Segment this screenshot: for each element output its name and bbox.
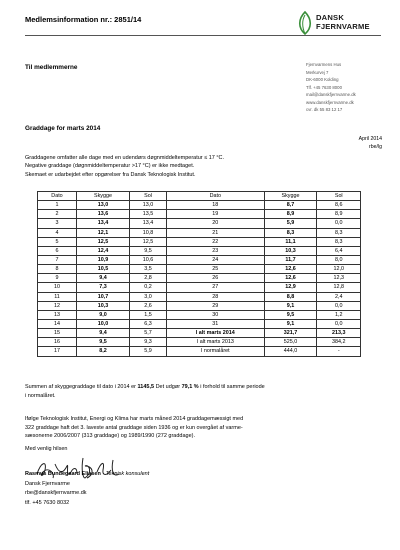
- sun-cell: 10,8: [129, 228, 166, 237]
- sun-cell: 9,5: [129, 246, 166, 255]
- date-cell: 13: [38, 310, 77, 319]
- shade-cell: 10,3: [76, 301, 129, 310]
- column-header: Dato: [167, 192, 264, 201]
- shade-cell: 9,1: [264, 301, 317, 310]
- sun-cell: 1,2: [317, 310, 361, 319]
- table-row: [38, 274, 361, 283]
- sender-role: · Teknisk konsulent: [100, 471, 150, 477]
- table-row: [38, 237, 361, 246]
- intro-line: Negative graddage (døgnmiddeltemperatur >17 °C) er ikke medtaget.: [25, 163, 195, 170]
- address-line: Tlf. +45 7630 8000: [306, 84, 342, 90]
- recipient: Til medlemmerne: [25, 64, 78, 71]
- address-line: Fjernvarmens Hus: [306, 62, 342, 67]
- date-cell: 19: [167, 210, 264, 219]
- table-row: [38, 210, 361, 219]
- date-cell: I normalåret: [167, 347, 264, 356]
- letter-date-block: [359, 135, 382, 151]
- column-header: Sol: [129, 192, 166, 201]
- table-row: [38, 310, 361, 319]
- intro-line: Graddagene omfatter alle dage med en udendørs døgnmiddeltemperatur ≤ 17 °C.: [25, 155, 225, 161]
- sun-cell: 9,3: [129, 338, 166, 347]
- shade-cell: 11,1: [264, 237, 317, 246]
- date-cell: 6: [38, 246, 77, 255]
- table-row: [38, 338, 361, 347]
- institute-line: 322 graddage haft det 3. laveste antal graddage siden 1936 og er kun overgået af varme-: [25, 424, 243, 431]
- table-row: [38, 292, 361, 301]
- sun-cell: 0,0: [317, 301, 361, 310]
- date-cell: 17: [38, 347, 77, 356]
- summary-highlight: 79,1 %: [181, 384, 199, 390]
- summary-line: i normalåret.: [25, 392, 56, 399]
- table-row: [38, 283, 361, 292]
- date-cell: 21: [167, 228, 264, 237]
- sun-cell: 0,2: [129, 283, 166, 292]
- logo-line-2: FJERNVARME: [316, 22, 370, 31]
- shade-cell: 8,2: [76, 347, 129, 356]
- sun-cell: 0,0: [317, 219, 361, 228]
- table-row: [38, 347, 361, 356]
- date-cell: 31: [167, 319, 264, 328]
- sun-cell: 8,6: [317, 201, 361, 210]
- dansk-fjernvarme-logo: [296, 10, 386, 38]
- sun-cell: 8,0: [317, 255, 361, 264]
- date-cell: 4: [38, 228, 77, 237]
- shade-cell: 9,1: [264, 319, 317, 328]
- sender-organisation: Dansk Fjernvarme: [25, 480, 70, 487]
- document-number: Medlemsinformation nr.: 2851/14: [25, 15, 142, 24]
- sender-email: rbe@danskfjernvarme.dk: [25, 490, 87, 496]
- shade-cell: 8,8: [264, 292, 317, 301]
- summary-paragraph: [25, 383, 375, 400]
- shade-cell: 12,6: [264, 274, 317, 283]
- column-header: Skygge: [264, 192, 317, 201]
- degree-days-table: [37, 191, 361, 357]
- shade-cell: 12,5: [76, 237, 129, 246]
- shade-cell: 11,7: [264, 255, 317, 264]
- intro-paragraph: [25, 154, 365, 179]
- shade-cell: 5,9: [264, 219, 317, 228]
- shade-cell: 321,7: [264, 329, 317, 338]
- sun-cell: 13,5: [129, 210, 166, 219]
- date-cell: 27: [167, 283, 264, 292]
- sun-cell: 0,0: [317, 319, 361, 328]
- date-cell: 1: [38, 201, 77, 210]
- date-cell: 11: [38, 292, 77, 301]
- shade-cell: 13,0: [76, 201, 129, 210]
- address-email: mail@danskfjernvarme.dk: [306, 92, 356, 97]
- letter-date: April 2014: [358, 136, 382, 142]
- column-header: Sol: [317, 192, 361, 201]
- letter-initials: rbe/lg: [369, 144, 382, 150]
- sun-cell: 3,5: [129, 265, 166, 274]
- shade-cell: 525,0: [264, 338, 317, 347]
- sun-cell: 2,6: [129, 301, 166, 310]
- shade-cell: 12,6: [264, 265, 317, 274]
- leaf-logo-icon: [296, 10, 314, 36]
- summary-line: Summen af skyggegraddage til dato i 2014 er 1145,5 Det udgør 79,1 % i forhold til samme periode: [25, 384, 265, 390]
- table-row: [38, 301, 361, 310]
- date-cell: 18: [167, 201, 264, 210]
- table-row: [38, 265, 361, 274]
- sun-cell: 6,3: [129, 319, 166, 328]
- sun-cell: 10,6: [129, 255, 166, 264]
- date-cell: 14: [38, 319, 77, 328]
- sun-cell: 2,8: [129, 274, 166, 283]
- date-cell: 8: [38, 265, 77, 274]
- date-cell: 12: [38, 301, 77, 310]
- shade-cell: 7,3: [76, 283, 129, 292]
- shade-cell: 13,6: [76, 210, 129, 219]
- table-row: [38, 219, 361, 228]
- column-header: Dato: [38, 192, 77, 201]
- date-cell: 15: [38, 329, 77, 338]
- date-cell: 5: [38, 237, 77, 246]
- sun-cell: 8,3: [317, 228, 361, 237]
- date-cell: 26: [167, 274, 264, 283]
- address-website: www.danskfjernvarme.dk: [306, 99, 354, 105]
- sun-cell: -: [317, 347, 361, 356]
- sun-cell: 12,8: [317, 283, 361, 292]
- shade-cell: 10,3: [264, 246, 317, 255]
- sender-block: [25, 470, 149, 508]
- address-line: DK-6000 Kolding: [306, 77, 339, 82]
- date-cell: 30: [167, 310, 264, 319]
- sun-cell: 384,2: [317, 338, 361, 347]
- shade-cell: 8,9: [264, 210, 317, 219]
- address-cvr: cvr. dk 55 83 12 17: [306, 107, 343, 112]
- sender-address: [306, 61, 356, 114]
- shade-cell: 8,7: [264, 201, 317, 210]
- table-row: [38, 201, 361, 210]
- shade-cell: 12,1: [76, 228, 129, 237]
- shade-cell: 444,0: [264, 347, 317, 356]
- date-cell: 23: [167, 246, 264, 255]
- table-row: [38, 329, 361, 338]
- sun-cell: 3,0: [129, 292, 166, 301]
- date-cell: I alt marts 2013: [167, 338, 264, 347]
- date-cell: 16: [38, 338, 77, 347]
- date-cell: 25: [167, 265, 264, 274]
- date-cell: 22: [167, 237, 264, 246]
- table-row: [38, 319, 361, 328]
- shade-cell: 10,7: [76, 292, 129, 301]
- date-cell: I alt marts 2014: [167, 329, 264, 338]
- date-cell: 29: [167, 301, 264, 310]
- date-cell: 7: [38, 255, 77, 264]
- sun-cell: 13,4: [129, 219, 166, 228]
- shade-cell: 13,4: [76, 219, 129, 228]
- letter-subject: Graddage for marts 2014: [25, 125, 101, 132]
- sun-cell: 12,3: [317, 274, 361, 283]
- date-cell: 20: [167, 219, 264, 228]
- date-cell: 10: [38, 283, 77, 292]
- sun-cell: 6,4: [317, 246, 361, 255]
- date-cell: 9: [38, 274, 77, 283]
- sender-phone: tlf. +45 7630 8032: [25, 499, 70, 506]
- intro-line: Skemaet er udarbejdet efter opgørelser fra Dansk Teknologisk Institut.: [25, 171, 196, 178]
- date-cell: 24: [167, 255, 264, 264]
- sun-cell: 5,9: [129, 347, 166, 356]
- table-row: [38, 228, 361, 237]
- column-header: Skygge: [76, 192, 129, 201]
- shade-cell: 12,9: [264, 283, 317, 292]
- sun-cell: 8,3: [317, 237, 361, 246]
- institute-line: Ifølge Teknologisk Institut, Energi og Klima har marts måned 2014 graddagemæssigt med: [25, 416, 244, 422]
- table-row: [38, 255, 361, 264]
- sender-name: Rasmus Bundegaard Eliasen: [25, 471, 101, 477]
- sun-cell: 1,5: [129, 310, 166, 319]
- sun-cell: 8,9: [317, 210, 361, 219]
- shade-cell: 9,4: [76, 274, 129, 283]
- date-cell: 28: [167, 292, 264, 301]
- shade-cell: 8,3: [264, 228, 317, 237]
- shade-cell: 9,0: [76, 310, 129, 319]
- sun-cell: 5,7: [129, 329, 166, 338]
- shade-cell: 9,4: [76, 329, 129, 338]
- shade-cell: 9,5: [264, 310, 317, 319]
- shade-cell: 10,5: [76, 265, 129, 274]
- summary-highlight: 1145,5: [137, 384, 155, 390]
- sun-cell: 213,3: [317, 329, 361, 338]
- table-header-row: [38, 192, 361, 201]
- table-row: [38, 246, 361, 255]
- institute-paragraph: [25, 415, 375, 441]
- header-divider: [25, 35, 381, 36]
- logo-line-1: DANSK: [316, 13, 345, 22]
- date-cell: 2: [38, 210, 77, 219]
- shade-cell: 9,5: [76, 338, 129, 347]
- greeting: Med venlig hilsen: [25, 446, 68, 452]
- sun-cell: 13,0: [129, 201, 166, 210]
- sun-cell: 12,0: [317, 265, 361, 274]
- date-cell: 3: [38, 219, 77, 228]
- shade-cell: 10,0: [76, 319, 129, 328]
- address-line: Merkurvej 7: [306, 69, 329, 75]
- sun-cell: 12,5: [129, 237, 166, 246]
- sun-cell: 2,4: [317, 292, 361, 301]
- shade-cell: 12,4: [76, 246, 129, 255]
- institute-line: sæsonerne 2006/2007 (313 graddage) og 1989/1990 (272 graddage).: [25, 433, 196, 439]
- shade-cell: 10,9: [76, 255, 129, 264]
